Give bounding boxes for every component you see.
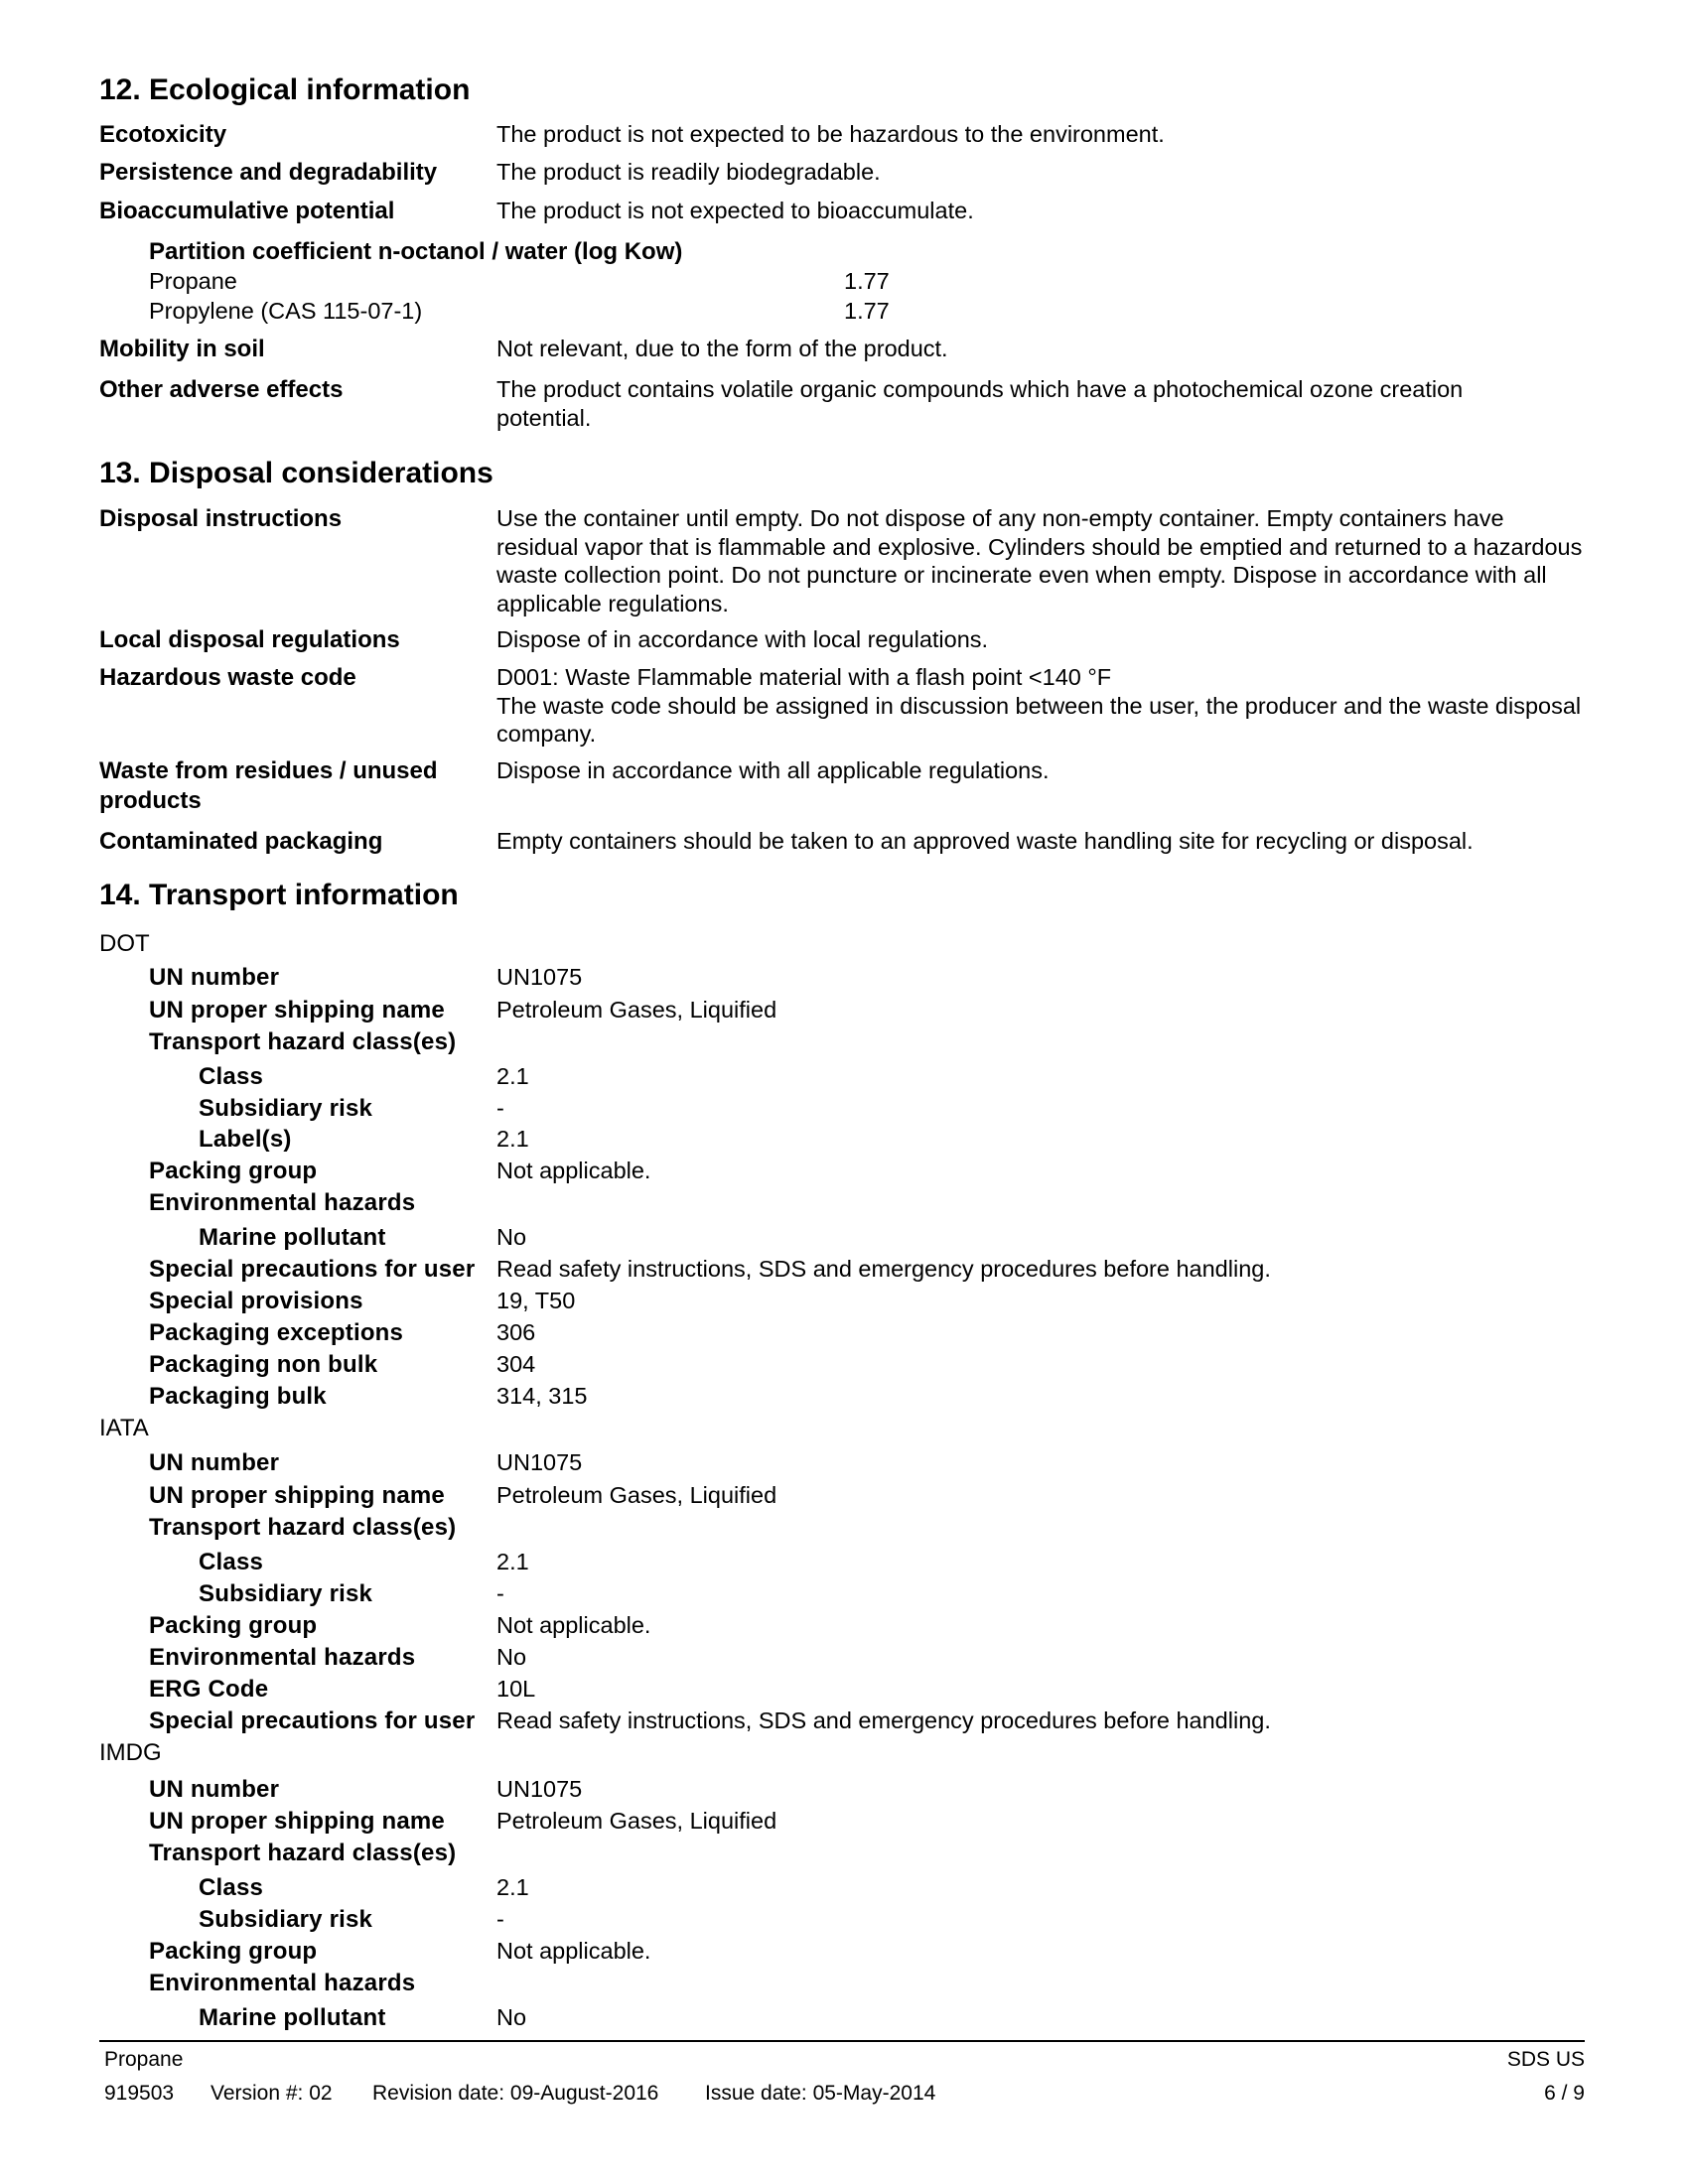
imdg-packing-group-value: Not applicable.	[496, 1938, 651, 1964]
dot-heading: DOT	[99, 930, 150, 957]
dot-packaging-exceptions-label: Packaging exceptions	[149, 1319, 404, 1346]
iata-environmental-hazards-value: No	[496, 1644, 527, 1670]
ecotoxicity-label: Ecotoxicity	[99, 121, 227, 148]
footer-version: Version #: 02	[211, 2082, 333, 2105]
imdg-un-number-value: UN1075	[496, 1776, 583, 1802]
dot-special-precautions-label: Special precautions for user	[149, 1256, 476, 1283]
waste-residues-label: Waste from residues / unused products	[99, 757, 438, 814]
dot-packaging-bulk-label: Packaging bulk	[149, 1383, 327, 1410]
waste-residues-value: Dispose in accordance with all applicable regulations.	[496, 757, 1050, 783]
dot-packing-group-value: Not applicable.	[496, 1158, 651, 1183]
iata-environmental-hazards-label: Environmental hazards	[149, 1644, 416, 1671]
waste-code-note: The waste code should be assigned in discussion between the user, the producer and the waste disposal company.	[496, 692, 1582, 747]
waste-code-line: D001: Waste Flammable material with a flash point <140 °F	[496, 664, 1112, 690]
dot-special-precautions-value: Read safety instructions, SDS and emergency procedures before handling.	[496, 1256, 1271, 1282]
dot-labels-value: 2.1	[496, 1126, 529, 1152]
imdg-environmental-hazards-label: Environmental hazards	[149, 1970, 416, 1996]
iata-subsidiary-risk-label: Subsidiary risk	[199, 1580, 373, 1607]
partition-row-name: Propane	[149, 268, 237, 294]
footer-revision-date: Revision date: 09-August-2016	[372, 2082, 659, 2105]
iata-heading: IATA	[99, 1415, 149, 1441]
dot-environmental-hazards-label: Environmental hazards	[149, 1189, 416, 1216]
iata-subsidiary-risk-value: -	[496, 1580, 504, 1606]
dot-packaging-bulk-value: 314, 315	[496, 1383, 588, 1409]
other-adverse-value: The product contains volatile organic compounds which have a photochemical ozone creation potential.	[496, 376, 1464, 431]
dot-un-number-label: UN number	[149, 964, 280, 991]
footer-page-number: 6 / 9	[1544, 2082, 1585, 2105]
imdg-subsidiary-risk-value: -	[496, 1906, 504, 1932]
dot-hazard-class-label: Transport hazard class(es)	[149, 1028, 457, 1055]
footer-divider	[99, 2040, 1585, 2042]
iata-packing-group-label: Packing group	[149, 1612, 318, 1639]
partition-row-name: Propylene (CAS 115-07-1)	[149, 298, 423, 324]
contaminated-packaging-label: Contaminated packaging	[99, 828, 383, 855]
iata-special-precautions-label: Special precautions for user	[149, 1707, 476, 1734]
footer-product-name: Propane	[104, 2048, 184, 2071]
imdg-marine-pollutant-value: No	[496, 2004, 527, 2030]
ecotoxicity-value: The product is not expected to be hazardous to the environment.	[496, 121, 1165, 147]
contaminated-packaging-value: Empty containers should be taken to an approved waste handling site for recycling or disposal.	[496, 828, 1474, 854]
dot-packaging-non-bulk-label: Packaging non bulk	[149, 1351, 378, 1378]
imdg-marine-pollutant-label: Marine pollutant	[199, 2004, 386, 2031]
bioaccumulative-label: Bioaccumulative potential	[99, 198, 395, 224]
dot-marine-pollutant-value: No	[496, 1224, 527, 1250]
hazardous-waste-code-label: Hazardous waste code	[99, 664, 356, 691]
partition-row-value: 1.77	[844, 298, 890, 324]
dot-packaging-non-bulk-value: 304	[496, 1351, 536, 1377]
partition-row-value: 1.77	[844, 268, 890, 294]
dot-packing-group-label: Packing group	[149, 1158, 318, 1184]
iata-class-value: 2.1	[496, 1549, 529, 1574]
iata-packing-group-value: Not applicable.	[496, 1612, 651, 1638]
imdg-shipping-name-label: UN proper shipping name	[149, 1808, 445, 1835]
iata-special-precautions-value: Read safety instructions, SDS and emergency procedures before handling.	[496, 1707, 1271, 1733]
hazardous-waste-code-value	[496, 663, 1589, 749]
dot-un-number-value: UN1075	[496, 964, 583, 990]
section-13-heading: 13. Disposal considerations	[99, 457, 493, 489]
partition-coefficient-header: Partition coefficient n-octanol / water (log Kow)	[149, 238, 683, 265]
dot-class-value: 2.1	[496, 1063, 529, 1089]
imdg-heading: IMDG	[99, 1739, 162, 1766]
imdg-un-number-label: UN number	[149, 1776, 280, 1803]
dot-shipping-name-value: Petroleum Gases, Liquified	[496, 997, 777, 1023]
iata-shipping-name-value: Petroleum Gases, Liquified	[496, 1482, 777, 1508]
bioaccumulative-value: The product is not expected to bioaccumulate.	[496, 198, 974, 223]
iata-un-number-value: UN1075	[496, 1449, 583, 1475]
iata-erg-code-value: 10L	[496, 1676, 536, 1702]
iata-class-label: Class	[199, 1549, 264, 1575]
section-12-heading: 12. Ecological information	[99, 73, 471, 106]
imdg-class-label: Class	[199, 1874, 264, 1901]
dot-subsidiary-risk-label: Subsidiary risk	[199, 1095, 373, 1122]
section-14-heading: 14. Transport information	[99, 879, 459, 911]
iata-un-number-label: UN number	[149, 1449, 280, 1476]
imdg-packing-group-label: Packing group	[149, 1938, 318, 1965]
dot-packaging-exceptions-value: 306	[496, 1319, 536, 1345]
dot-subsidiary-risk-value: -	[496, 1095, 504, 1121]
mobility-label: Mobility in soil	[99, 336, 265, 362]
dot-special-provisions-label: Special provisions	[149, 1288, 363, 1314]
local-disposal-label: Local disposal regulations	[99, 626, 400, 653]
imdg-class-value: 2.1	[496, 1874, 529, 1900]
persistence-label: Persistence and degradability	[99, 159, 438, 186]
iata-hazard-class-label: Transport hazard class(es)	[149, 1514, 457, 1541]
footer-issue-date: Issue date: 05-May-2014	[705, 2082, 936, 2105]
imdg-shipping-name-value: Petroleum Gases, Liquified	[496, 1808, 777, 1834]
footer-doc-id: 919503	[104, 2082, 175, 2105]
iata-erg-code-label: ERG Code	[149, 1676, 269, 1703]
mobility-value: Not relevant, due to the form of the product.	[496, 336, 948, 361]
disposal-instructions-value: Use the container until empty. Do not dispose of any non-empty container. Empty containers have residual vapor that is flammable and explosive. Cylinders should be emptied and returned to a hazardous waste collection point. Do not puncture or incinerate even when empty. Dispose in accordance with all applicable regulations.	[496, 505, 1583, 616]
persistence-value: The product is readily biodegradable.	[496, 159, 881, 185]
disposal-instructions-label: Disposal instructions	[99, 505, 343, 532]
dot-special-provisions-value: 19, T50	[496, 1288, 576, 1313]
imdg-subsidiary-risk-label: Subsidiary risk	[199, 1906, 373, 1933]
dot-class-label: Class	[199, 1063, 264, 1090]
imdg-hazard-class-label: Transport hazard class(es)	[149, 1840, 457, 1866]
footer-doc-type: SDS US	[1506, 2048, 1585, 2071]
other-adverse-label: Other adverse effects	[99, 376, 344, 403]
dot-marine-pollutant-label: Marine pollutant	[199, 1224, 386, 1251]
dot-shipping-name-label: UN proper shipping name	[149, 997, 445, 1024]
local-disposal-value: Dispose of in accordance with local regulations.	[496, 626, 989, 652]
dot-labels-label: Label(s)	[199, 1126, 292, 1153]
iata-shipping-name-label: UN proper shipping name	[149, 1482, 445, 1509]
